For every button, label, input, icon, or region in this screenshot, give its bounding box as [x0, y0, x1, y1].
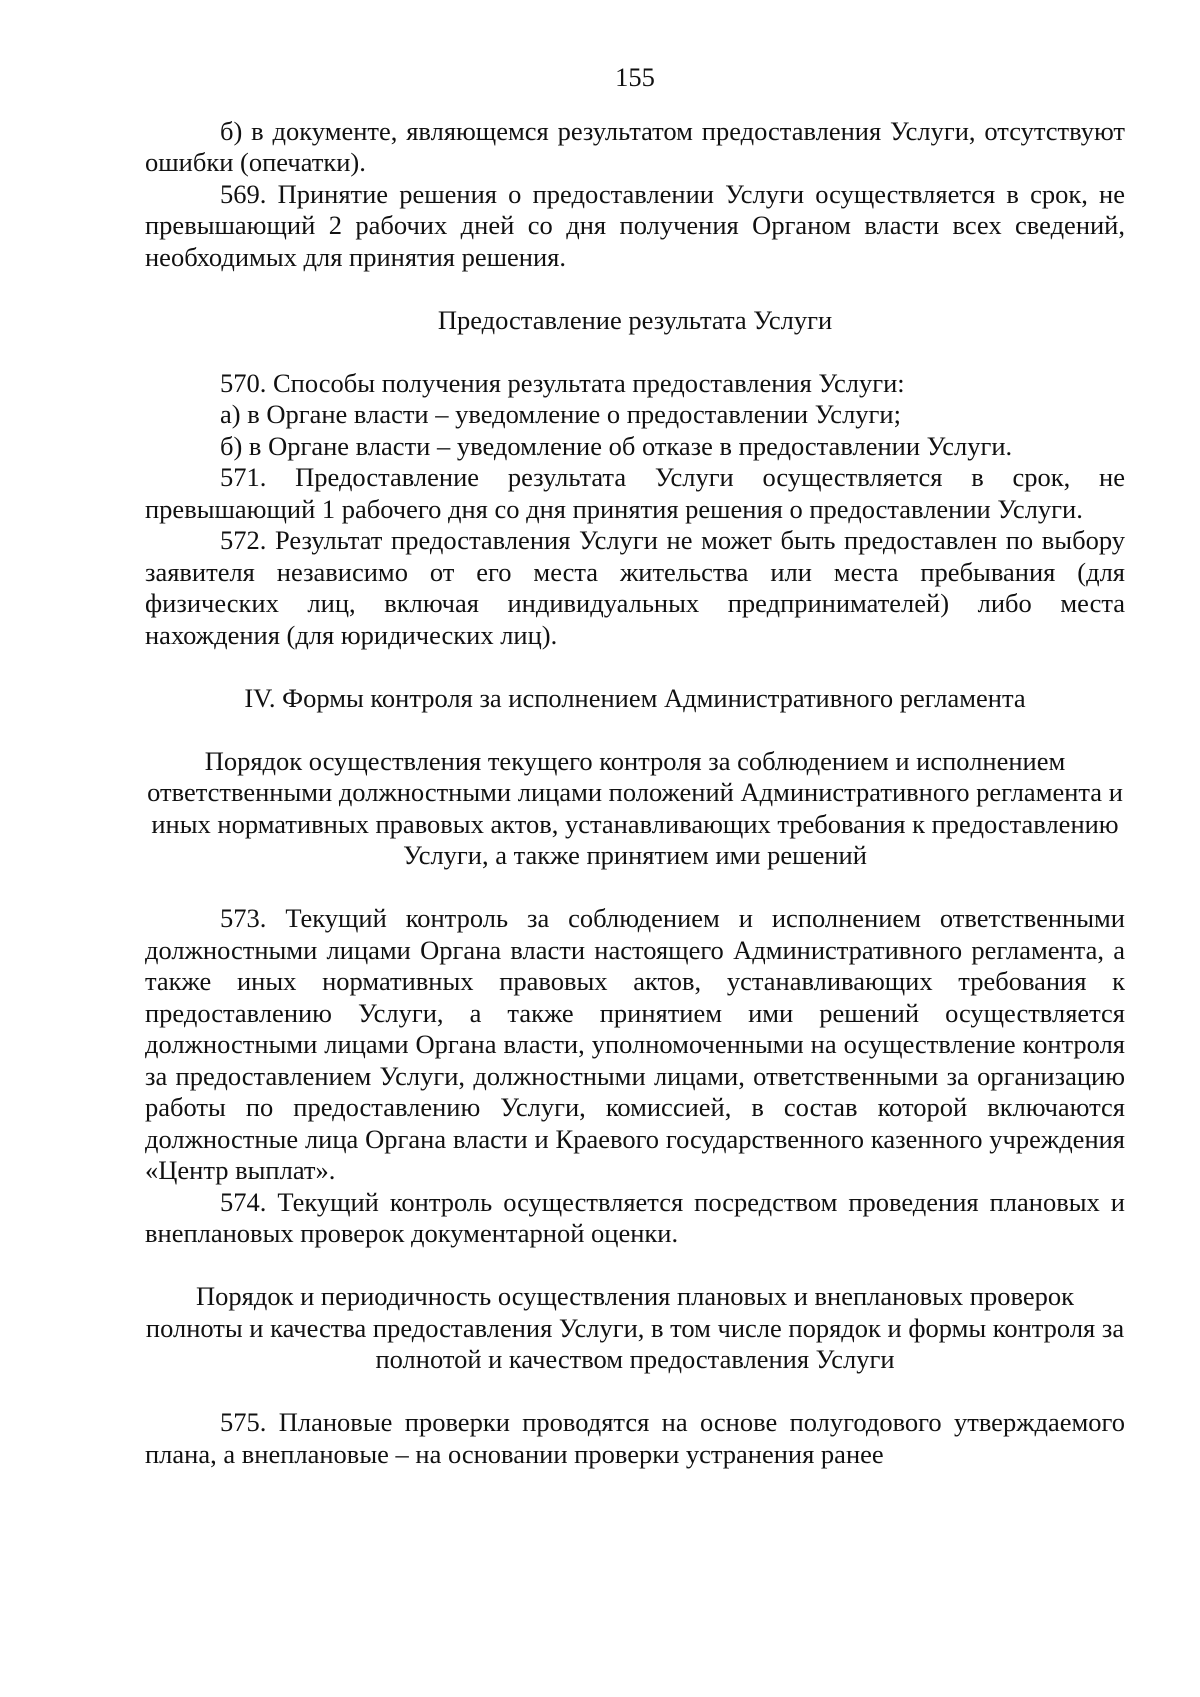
spacer	[145, 336, 1125, 368]
heading-checks-procedure: Порядок и периодичность осуществления плановых и внеплановых проверок полноты и качества предоставления Услуги, в том числе порядок и формы контроля за полнотой и качеством предоставления Услуги	[145, 1281, 1125, 1374]
spacer	[145, 714, 1125, 746]
page-number: 155	[615, 62, 655, 92]
paragraph-570: 570. Способы получения результата предоставления Услуги:	[220, 367, 905, 398]
spacer	[145, 651, 1125, 683]
paragraph-575: 575. Плановые проверки проводятся на основе полугодового утверждаемого плана, а внеплановые – на основании проверки устранения ранее	[145, 1407, 1125, 1469]
paragraph-574: 574. Текущий контроль осуществляется посредством проведения плановых и внеплановых проверок документарной оценки.	[145, 1186, 1125, 1248]
spacer	[145, 1376, 1125, 1408]
paragraph-570-a: а) в Органе власти – уведомление о предоставлении Услуги;	[220, 399, 901, 429]
paragraph-572: 572. Результат предоставления Услуги не может быть предоставлен по выбору заявителя независимо от его места жительства или места пребывания (для физических лиц, включая индивидуальных предпринимателей) либо места нахождения (для юридических лиц).	[145, 525, 1125, 650]
paragraph-b-no-errors: б) в документе, являющемся результатом предоставления Услуги, отсутствуют ошибки (опечатки).	[145, 115, 1125, 177]
heading-result-provision: Предоставление результата Услуги	[437, 304, 833, 335]
heading-current-control: Порядок осуществления текущего контроля за соблюдением и исполнением ответственными должностными лицами положений Административного регламента и иных нормативных правовых актов, устанавливающих требования к предоставлению Услуги, а также принятием ими решений	[147, 745, 1123, 870]
paragraph-570-b: б) в Органе власти – уведомление об отказе в предоставлении Услуги.	[220, 430, 1013, 461]
paragraph-571: 571. Предоставление результата Услуги осуществляется в срок, не превышающий 1 рабочего дня со дня принятия решения о предоставлении Услуги.	[145, 462, 1125, 524]
spacer	[145, 1250, 1125, 1282]
paragraph-569: 569. Принятие решения о предоставлении Услуги осуществляется в срок, не превышающий 2 рабочих дней со дня получения Органом власти всех сведений, необходимых для принятия решения.	[145, 178, 1125, 272]
spacer	[145, 872, 1125, 904]
paragraph-573: 573. Текущий контроль за соблюдением и исполнением ответственными должностными лицами Органа власти настоящего Административного регламента, а также иных нормативных правовых актов, устанавливающих требования к предоставлению Услуги, а также принятием ими решений осуществляется должностными лицами Органа власти, уполномоченными на осуществление контроля за предоставлением Услуги, должностными лицами, ответственными за организацию работы по предоставлению Услуги, комиссией, в состав которой включаются должностные лица Органа власти и Краевого государственного казенного учреждения «Центр выплат».	[145, 903, 1125, 1185]
spacer	[145, 273, 1125, 305]
document-page	[145, 62, 1125, 1470]
heading-section-iv: IV. Формы контроля за исполнением Административного регламента	[244, 682, 1026, 713]
